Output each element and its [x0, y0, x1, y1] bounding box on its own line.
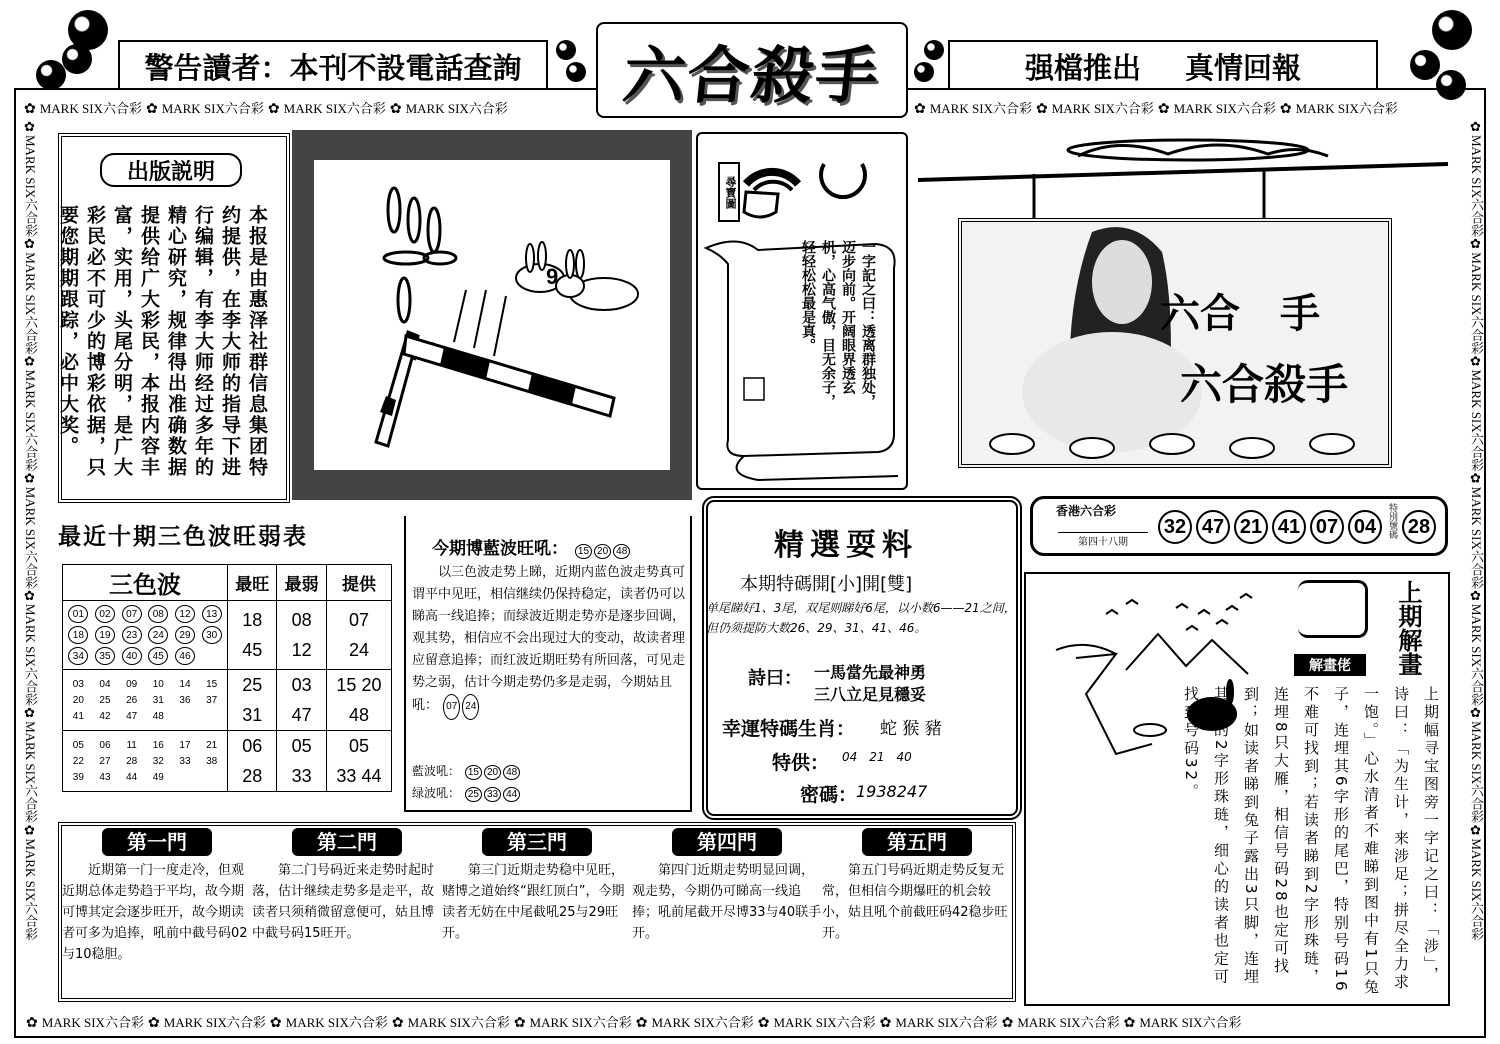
wave-number: 01: [68, 605, 88, 623]
corner-ornament-tr3: [1436, 70, 1466, 100]
border-strip-top-left: [20, 98, 585, 118]
circled-number: 20: [594, 544, 611, 559]
border-label: MARK SIX六合彩: [1469, 838, 1484, 941]
red-min-2: 12: [291, 640, 312, 660]
wave-number: 19: [95, 626, 115, 644]
red-ball-grid: [63, 601, 227, 669]
blue-max-1: 25: [242, 675, 263, 695]
wave-number: 08: [148, 605, 168, 623]
promo-right: 真情回報: [1185, 50, 1302, 85]
flower-icon: ✿: [1469, 471, 1484, 487]
riddle-text: 上期幅寻宝图旁一字记之曰：「涉」，诗曰：「为生计，来涉足；拼尽全力求一饱。」心水清者不难睇到图中有1只兔子，连埋其6字形的尾巴，特别号码16不难可找到；若读者睇到2字形珠琏，连埋8只大雁，相信号码28也定可找到；如读者睇到兔子露出3只脚，连埋其前的2字形珠琏，细心的读者也定可找到号码32。: [1182, 686, 1440, 998]
wave-number: 37: [206, 694, 218, 706]
red-provide: [326, 601, 391, 670]
border-label: MARK SIX六合彩: [1469, 369, 1484, 472]
flower-icon: ✿: [635, 1016, 648, 1031]
border-label: MARK SIX六合彩: [23, 135, 38, 238]
wave-number: 25: [99, 694, 111, 706]
flower-icon: ✿: [757, 1016, 770, 1031]
circled-number: 15: [575, 544, 592, 559]
red-min-1: 08: [291, 610, 312, 630]
title-ornament-r2: [914, 62, 934, 82]
border-label: MARK SIX六合彩: [39, 101, 142, 116]
wave-number: 21: [206, 739, 218, 751]
riddle-title: 上期解畫: [1394, 580, 1422, 676]
wave-number: 15: [206, 678, 218, 690]
blue-min: [277, 670, 326, 731]
door-4-text: 第四门近期走势明显回调，观走势，今期仍可睇高一线追捧；吼前尾截开尽博33与40联手开。: [632, 863, 822, 941]
selected-line1-a: 小: [837, 574, 856, 595]
wave-number: 49: [152, 771, 164, 783]
circled-number: 25: [465, 787, 482, 802]
border-label: MARK SIX六合彩: [1139, 1015, 1242, 1030]
flower-icon: ✿: [1035, 102, 1048, 117]
wave-red-balls: [63, 601, 228, 670]
door-1-text: 近期第一门一度走冷，但观近期总体走势趋于平均，故今期可博其定会逐步旺开，故今期读者可多为追捧，吼前中截号码02与10稳胆。: [62, 863, 248, 962]
border-label: MARK SIX六合彩: [23, 603, 38, 707]
blue-wave-blue-line: [412, 762, 521, 780]
masthead-title: 六合殺手: [619, 38, 884, 112]
blue-wave-heading: [432, 534, 631, 559]
wave-number: 47: [126, 710, 138, 722]
border-label: MARK SIX六合彩: [1173, 101, 1276, 116]
wave-number: 48: [152, 710, 164, 722]
blue-wave-body-balls: [442, 698, 480, 713]
wave-row-blue: [63, 670, 392, 731]
border-label: MARK SIX六合彩: [1469, 721, 1484, 824]
green-provide: [326, 731, 391, 792]
green-provide-1: 05: [348, 736, 369, 756]
wave-number: 28: [126, 755, 138, 767]
door-5-title: 第五門: [862, 828, 972, 856]
green-max: [228, 731, 277, 792]
green-max-1: 06: [242, 736, 263, 756]
special-label: 特供：: [772, 752, 830, 774]
wave-number: 32: [152, 755, 164, 767]
green-min: [277, 731, 326, 792]
zodiac-values: 蛇 猴 豬: [880, 719, 942, 739]
flower-icon: ✿: [389, 102, 402, 117]
lottery-number-1: 32: [1158, 510, 1192, 544]
girl-sign: [958, 218, 1392, 468]
border-label: MARK SIX六合彩: [285, 1015, 388, 1030]
special-values: 04 21 40: [842, 750, 912, 764]
lottery-special-label: 特別號碼: [1387, 503, 1397, 539]
border-strip-right: [1466, 120, 1486, 1010]
wave-number: 36: [179, 694, 191, 706]
flower-icon: ✿: [1469, 354, 1484, 370]
wave-number: 23: [122, 626, 142, 644]
wave-number: 31: [152, 694, 164, 706]
wave-number: 38: [206, 755, 218, 767]
flower-icon: ✿: [267, 102, 280, 117]
flower-icon: ✿: [145, 102, 158, 117]
border-label: MARK SIX六合彩: [163, 1015, 266, 1030]
door-2-text: 第二门号码近来走势时起时落，估计继续走势多是走平，故读者只须稍微留意便可，姑且博中截号码15旺开。: [252, 863, 435, 941]
wave-table-section: [58, 518, 398, 808]
circled-number: 48: [503, 765, 520, 780]
circled-number: 15: [465, 765, 482, 780]
flower-icon: ✿: [1469, 706, 1484, 722]
wave-number: 11: [126, 739, 137, 751]
border-label: MARK SIX六合彩: [1295, 101, 1398, 116]
wave-number: 17: [179, 739, 191, 751]
blue-balls: [464, 764, 521, 778]
border-label: MARK SIX六合彩: [1017, 1015, 1120, 1030]
green-provide-2: 33 44: [336, 766, 382, 786]
green-max-2: 28: [242, 766, 263, 786]
wave-table: [62, 564, 392, 792]
border-label: MARK SIX六合彩: [23, 369, 38, 472]
selected-line1-mid: 開: [862, 574, 881, 595]
flower-icon: ✿: [1279, 102, 1292, 117]
wave-number: 26: [126, 694, 138, 706]
border-label: MARK SIX六合彩: [407, 1015, 510, 1030]
col-header-wave: 三色波: [63, 565, 228, 601]
title-ornament-l1: [556, 40, 576, 60]
riddle-blank-box: [1298, 580, 1368, 638]
publication-title: 出版説明: [100, 153, 242, 187]
wave-number: 35: [95, 647, 115, 665]
wave-number: 18: [68, 626, 88, 644]
red-provide-2: 24: [348, 640, 369, 660]
girl-banner-line1: 六合 手: [1160, 291, 1320, 337]
col-header-max: 最旺: [228, 565, 277, 601]
border-label: MARK SIX六合彩: [23, 486, 38, 589]
blue-label: 藍波吼：: [412, 764, 461, 778]
flower-icon: ✿: [1469, 823, 1484, 839]
door-1-title: 第一門: [102, 828, 212, 856]
wave-number: 12: [175, 605, 195, 623]
wave-number: 09: [126, 678, 138, 690]
flower-icon: ✿: [23, 354, 38, 370]
blue-provide-2: 48: [348, 705, 369, 725]
wave-number: 42: [99, 710, 111, 722]
border-label: MARK SIX六合彩: [405, 101, 508, 116]
lottery-name: 香港六合彩: [1056, 504, 1117, 518]
green-number-grid: [63, 735, 227, 788]
border-label: MARK SIX六合彩: [1469, 135, 1484, 238]
flower-icon: ✿: [391, 1016, 404, 1031]
col-header-min: 最弱: [277, 565, 326, 601]
blue-provide-1: 15 20: [336, 675, 382, 695]
selected-line1-b: 雙: [887, 574, 906, 595]
lottery-number-5: 07: [1310, 510, 1344, 544]
door-5-text: 第五门号码近期走势反复无常，但相信今期爆旺的机会较小，姑且吼个前截旺码42稳步旺开。: [822, 863, 1008, 941]
puzzle-drawing: [314, 160, 670, 470]
wave-row-red: [63, 601, 392, 670]
wave-number: 06: [99, 739, 111, 751]
circled-number: 20: [484, 765, 501, 780]
door-3-title: 第三門: [482, 828, 592, 856]
red-max-2: 45: [242, 640, 263, 660]
circled-number: 44: [503, 787, 520, 802]
border-label: MARK SIX六合彩: [23, 838, 38, 941]
poem-line2: 三八立足見穩妥: [814, 685, 927, 704]
corner-ornament-tr2: [1410, 50, 1440, 80]
puzzle-picture: [314, 160, 670, 470]
wave-number: 10: [152, 678, 164, 690]
poem-line1: 一馬當先最神勇: [814, 663, 927, 682]
wave-number: 20: [72, 694, 84, 706]
wave-row-green: [63, 731, 392, 792]
wave-number: 02: [95, 605, 115, 623]
green-min-2: 33: [291, 766, 312, 786]
blue-wave-heading-text: 今期博藍波旺吼：: [432, 539, 568, 559]
treasure-label: 尋寶圖: [718, 162, 740, 222]
border-label: MARK SIX六合彩: [529, 1015, 632, 1030]
selected-title: 精選耍料: [774, 528, 918, 563]
wave-number: 05: [72, 739, 84, 751]
wave-number: 40: [122, 647, 142, 665]
border-strip-top-right: [910, 98, 1400, 118]
selected-line1-pre: 本期特碼開: [740, 574, 830, 595]
door-3-text: 第三门近期走势稳中见旺，赌博之道始终“跟红顶白”，今期读者无妨在中尾截吼25与29旺开。: [442, 863, 625, 941]
publication-body: 本报是由惠泽社群信息集团特约提供，在李大师的指导下进行编辑，有李大师经过多年的精心研究，规律得出准确数据提供给广大彩民，本报内容丰富，实用，头尾分明，是广大彩民必不可少的博彩依据，只要您期期跟踪，必中大奖。: [57, 205, 268, 478]
wave-number: 41: [72, 710, 84, 722]
border-label: MARK SIX六合彩: [773, 1015, 876, 1030]
wave-number: 45: [148, 647, 168, 665]
flower-icon: ✿: [23, 823, 38, 839]
border-label: MARK SIX六合彩: [651, 1015, 754, 1030]
door-4: [632, 828, 822, 944]
corner-ornament-tr: [1432, 10, 1472, 50]
wave-number: 14: [179, 678, 191, 690]
wave-number: 46: [175, 647, 195, 665]
flower-icon: ✿: [23, 471, 38, 487]
border-label: MARK SIX六合彩: [1051, 101, 1154, 116]
flower-icon: ✿: [1469, 237, 1484, 253]
treasure-verse: 一字記之曰：透离群独处，迈步向前。开阔眼界透玄机，心高气傲，目无余子，轻轻松松最是真。: [800, 240, 876, 408]
flower-icon: ✿: [23, 237, 38, 253]
flower-icon: ✿: [1469, 120, 1484, 135]
door-2-title: 第二門: [292, 828, 402, 856]
blue-provide: [326, 670, 391, 731]
title-ornament-l2: [566, 62, 586, 82]
wave-number: 13: [202, 605, 222, 623]
poem-label: 詩曰：: [748, 668, 802, 689]
corner-ornament-tl3: [62, 44, 92, 74]
girl-banner-line2: 六合殺手: [1180, 360, 1349, 409]
green-label: 绿波吼：: [412, 786, 461, 800]
door-5: [822, 828, 1012, 944]
border-label: MARK SIX六合彩: [161, 101, 264, 116]
border-strip-left: [20, 120, 40, 1010]
flower-icon: ✿: [1157, 102, 1170, 117]
promo-left: 强檔推出: [1024, 50, 1141, 85]
flower-icon: ✿: [1469, 588, 1484, 604]
puzzle-picture-frame: [292, 130, 692, 500]
corner-ornament-tl2: [36, 60, 66, 90]
red-max: [228, 601, 277, 670]
wave-green-nums: [63, 731, 228, 792]
green-min-1: 05: [291, 736, 312, 756]
red-min: [277, 601, 326, 670]
circled-number: 07: [443, 694, 460, 720]
code-label: 密碼：: [800, 784, 858, 806]
flower-icon: ✿: [1123, 1016, 1136, 1031]
lottery-number-2: 47: [1196, 510, 1230, 544]
door-1: [62, 828, 252, 965]
border-strip-bottom: [22, 1012, 1482, 1032]
wave-number: 04: [99, 678, 111, 690]
border-label: MARK SIX六合彩: [23, 252, 38, 355]
blue-wave-heading-balls: [574, 539, 631, 559]
promo-banner: [948, 40, 1378, 90]
blue-wave-body-text: 以三色波走势上睇，近期内蓝色波走势真可谓平中见旺，相信继续仍保持稳定，读者仍可以睇高一线追捧；而绿波近期走势亦是逐步回调，观其势，相信应不会出现过大的变动，故读者理应留意追捧；而红波近期旺势有所回落，可见走势之弱，估计今期走势仍多是走弱，今期姑且吼：: [412, 565, 686, 713]
blue-max: [228, 670, 277, 731]
flower-icon: ✿: [1001, 1016, 1014, 1031]
circled-number: 48: [613, 544, 630, 559]
wave-number: 16: [152, 739, 164, 751]
blue-number-grid: [63, 674, 227, 727]
title-ornament-r1: [924, 40, 944, 60]
flower-icon: ✿: [513, 1016, 526, 1031]
wave-number: 29: [175, 626, 195, 644]
flower-icon: ✿: [23, 706, 38, 722]
wave-number: 24: [148, 626, 168, 644]
puzzle-number: 9: [546, 264, 559, 289]
border-label: MARK SIX六合彩: [41, 1015, 144, 1030]
wave-number: 07: [122, 605, 142, 623]
wave-number: 39: [72, 771, 84, 783]
lottery-number-3: 21: [1234, 510, 1268, 544]
zodiac-label: 幸運特碼生肖：: [722, 718, 856, 740]
door-2: [252, 828, 442, 944]
girl-portrait: [962, 222, 1388, 464]
col-header-provide: 提供: [326, 565, 391, 601]
wave-table-header: [63, 565, 392, 601]
red-provide-1: 07: [348, 610, 369, 630]
wave-blue-nums: [63, 670, 228, 731]
lottery-number-4: 41: [1272, 510, 1306, 544]
lottery-special-number: 28: [1402, 510, 1436, 544]
wave-number: 33: [179, 755, 191, 767]
flower-icon: ✿: [24, 102, 36, 117]
flower-icon: ✿: [879, 1016, 892, 1031]
blue-wave-green-line: [412, 784, 521, 802]
lottery-number-6: 04: [1348, 510, 1382, 544]
flower-icon: ✿: [914, 102, 926, 117]
door-3: [442, 828, 632, 944]
wave-number: 22: [72, 755, 84, 767]
flower-icon: ✿: [147, 1016, 160, 1031]
flower-icon: ✿: [269, 1016, 282, 1031]
wave-number: 03: [72, 678, 84, 690]
green-balls: [464, 786, 521, 800]
wave-number: 30: [202, 626, 222, 644]
blue-min-2: 47: [291, 705, 312, 725]
selected-line2: 单尾睇好1、3尾，双尾则睇好6尾，以小数6——21之间，但仍须提防大数26、29、31、41、46。: [706, 601, 1016, 635]
border-label: MARK SIX六合彩: [283, 101, 386, 116]
blue-min-1: 03: [291, 675, 312, 695]
wave-number: 43: [99, 771, 111, 783]
warning-banner: 警告讀者：本刊不設電話查詢: [118, 40, 548, 90]
flower-icon: ✿: [23, 120, 38, 135]
flower-icon: ✿: [23, 588, 38, 604]
border-label: MARK SIX六合彩: [929, 101, 1032, 116]
border-label: MARK SIX六合彩: [895, 1015, 998, 1030]
wave-number: 44: [126, 771, 138, 783]
border-label: MARK SIX六合彩: [23, 721, 38, 824]
wave-number: 34: [68, 647, 88, 665]
border-label: MARK SIX六合彩: [1469, 603, 1484, 707]
flower-icon: ✿: [26, 1016, 38, 1031]
lottery-issue: 第四十八期: [1058, 532, 1148, 548]
wave-table-title: 最近十期三色波旺弱表: [58, 524, 308, 550]
border-label: MARK SIX六合彩: [1469, 252, 1484, 355]
wave-number: 27: [99, 755, 111, 767]
red-max-1: 18: [242, 610, 263, 630]
blue-wave-body: [412, 562, 688, 720]
circled-number: 33: [484, 787, 501, 802]
blue-max-2: 31: [242, 705, 263, 725]
masthead: [596, 22, 908, 118]
riddle-tag: 解畫佬: [1294, 654, 1366, 676]
circled-number: 24: [462, 694, 479, 720]
selected-line1: 本期特碼開[小]開[雙]: [740, 574, 913, 595]
border-label: MARK SIX六合彩: [1469, 486, 1484, 589]
code-value: 1938247: [856, 782, 928, 801]
door-4-title: 第四門: [672, 828, 782, 856]
